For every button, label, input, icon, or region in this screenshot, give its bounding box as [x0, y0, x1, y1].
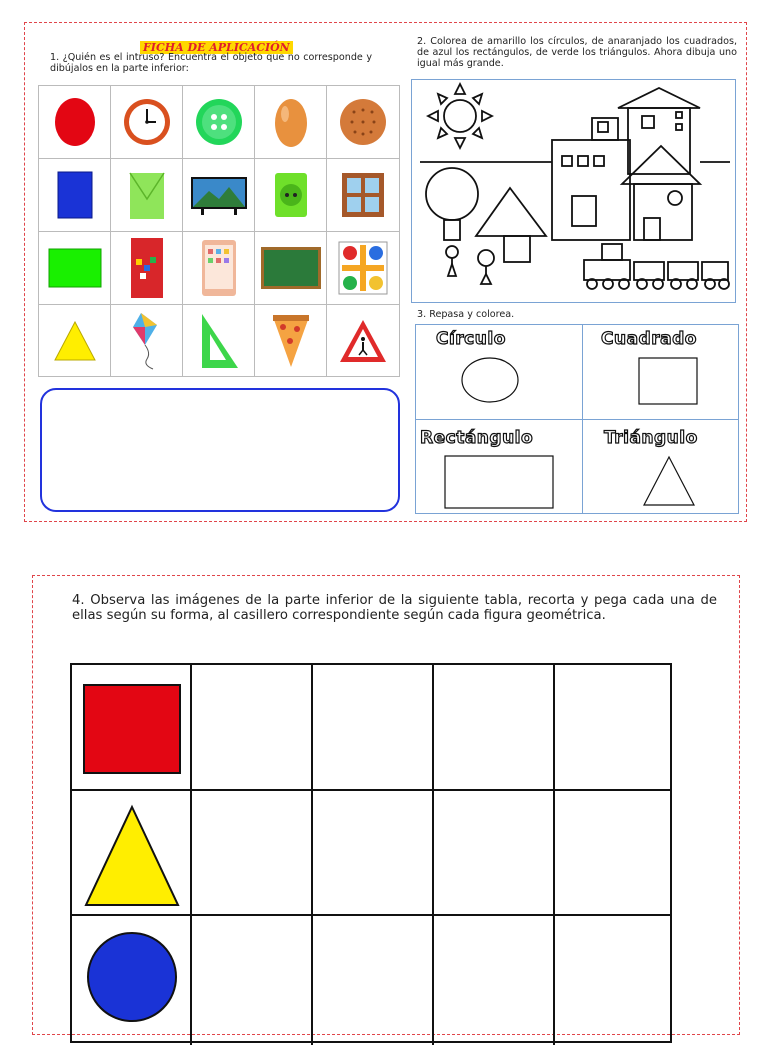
sorting-grid: [70, 663, 672, 1043]
shapes-table: [415, 324, 739, 514]
egg-icon: [271, 94, 311, 150]
grid-cell[interactable]: [254, 304, 327, 377]
warning-sign-icon: [338, 318, 388, 364]
label-circle: Círculo: [436, 329, 506, 349]
yellow-triangle-icon: [53, 320, 97, 362]
tablet-icon: [201, 239, 237, 297]
label-rectangle: Rectángulo: [420, 428, 534, 448]
grid-cell[interactable]: [326, 85, 400, 159]
grid-cell[interactable]: [182, 158, 255, 232]
power-outlet-icon: [273, 171, 309, 219]
cookie-icon: [338, 96, 388, 148]
label-square: Cuadrado: [601, 329, 697, 349]
green-rectangle-icon: [48, 248, 102, 288]
green-button-icon: [194, 97, 244, 147]
grid-cell[interactable]: [182, 304, 255, 377]
worksheet-title: FICHA DE APLICACIÓN: [140, 41, 293, 54]
window-icon: [340, 171, 386, 219]
blue-square-icon: [57, 171, 93, 219]
triangle-outline[interactable]: [642, 455, 696, 507]
drawing-answer-box[interactable]: [40, 388, 400, 512]
red-circle-icon: [53, 96, 97, 148]
chalkboard-icon: [260, 246, 322, 290]
yellow-triangle-big-icon: [82, 803, 182, 909]
wall-clock-icon: [122, 95, 172, 149]
blue-circle-icon: [84, 929, 180, 1025]
circle-outline[interactable]: [460, 355, 520, 405]
question-3-text: 3. Repasa y colorea.: [417, 309, 515, 320]
square-outline[interactable]: [638, 357, 700, 407]
grid-cell[interactable]: [38, 231, 111, 305]
grid-cell[interactable]: [110, 231, 183, 305]
grid-cell[interactable]: [182, 231, 255, 305]
grid-cell[interactable]: [254, 231, 327, 305]
house-scene-drawing: [412, 80, 737, 304]
grid-cell[interactable]: [38, 158, 111, 232]
grid-cell[interactable]: [110, 85, 183, 159]
grid-cell[interactable]: [326, 158, 400, 232]
envelope-icon: [124, 169, 170, 221]
kite-icon: [127, 311, 167, 371]
grid-cell[interactable]: [182, 85, 255, 159]
question-2-text: 2. Colorea de amarillo los círculos, de anaranjado los cuadrados, de azul los rectángulos, de verde los triángulos. Ahora dibuja uno igual más grande.: [417, 36, 737, 69]
set-square-icon: [198, 312, 240, 370]
drop-cell[interactable]: [434, 665, 553, 789]
drop-cell[interactable]: [313, 665, 432, 789]
intruder-grid: [38, 85, 400, 377]
scene-box: [411, 79, 736, 303]
label-triangle: Triángulo: [604, 428, 698, 448]
red-square-icon: [82, 683, 182, 777]
tv-icon: [189, 173, 249, 217]
drop-cell[interactable]: [555, 665, 672, 789]
book-icon: [130, 237, 164, 299]
grid-cell[interactable]: [254, 158, 327, 232]
question-1-text: 1. ¿Quién es el intruso? Encuentra el objeto que no corresponde y dibújalos en la parte inferior:: [50, 52, 372, 74]
grid-cell[interactable]: [326, 304, 400, 377]
drop-cell[interactable]: [192, 665, 311, 789]
rectangle-outline[interactable]: [444, 455, 556, 511]
grid-cell[interactable]: [38, 85, 111, 159]
grid-cell[interactable]: [110, 158, 183, 232]
grid-cell[interactable]: [38, 304, 111, 377]
pizza-slice-icon: [271, 313, 311, 369]
grid-cell[interactable]: [110, 304, 183, 377]
sun-circle: [444, 100, 476, 132]
grid-cell[interactable]: [254, 85, 327, 159]
grid-cell[interactable]: [326, 231, 400, 305]
board-game-icon: [338, 241, 388, 295]
question-4-text: 4. Observa las imágenes de la parte inferior de la siguiente tabla, recorta y pega cada una de ellas según su forma, al casillero correspondiente según cada figura geométrica.: [72, 593, 717, 623]
